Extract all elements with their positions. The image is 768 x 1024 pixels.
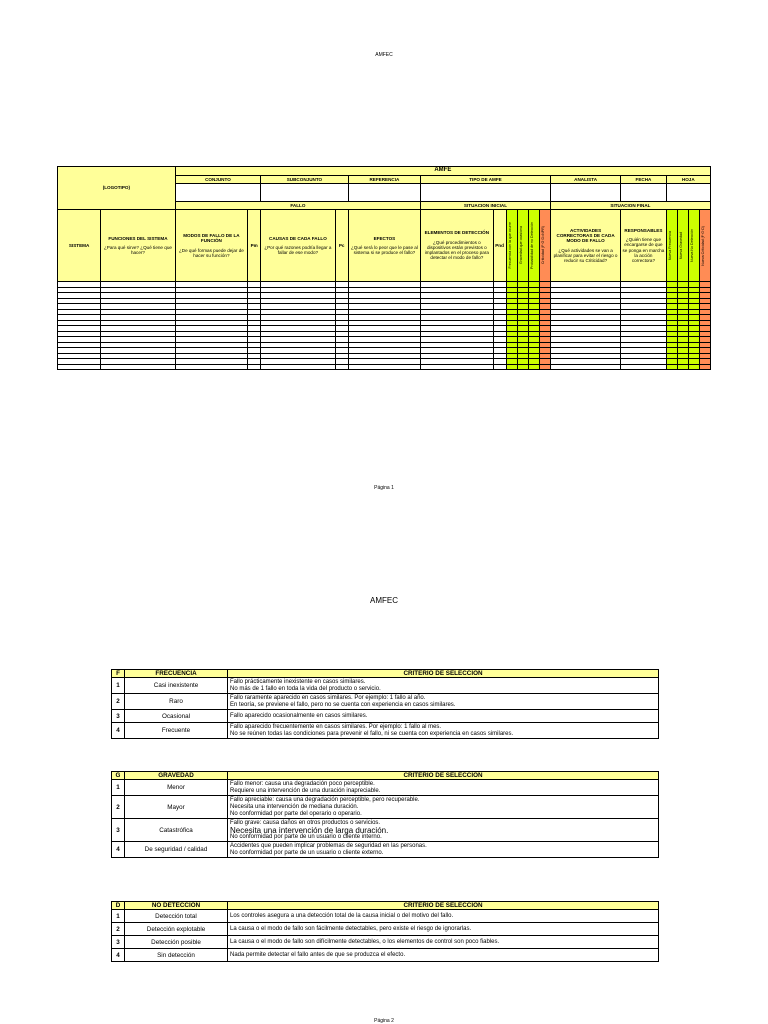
nueva-frecuencia-vcol	[666, 210, 677, 282]
nueva-deteccion-vlabel: Nueva No Detección	[689, 229, 694, 262]
entry-cell[interactable]	[335, 364, 348, 370]
modos-header	[175, 210, 247, 282]
entry-cell[interactable]	[248, 364, 261, 370]
deteccion-vlabel: Probabilidad de no Detección	[529, 222, 534, 269]
entry-cell[interactable]	[517, 364, 528, 370]
nueva-criticidad-vcol	[699, 210, 710, 282]
deteccion-level-name: Sin detección	[125, 949, 228, 962]
gravedad-criterio	[228, 780, 659, 796]
frecuencia-level-name: Raro	[125, 694, 228, 710]
situacion-final-header: SITUACION FINAL	[550, 202, 710, 210]
gravedad-criterio	[228, 842, 659, 858]
gravedad-vcol	[517, 210, 528, 282]
deteccion-row	[112, 923, 659, 936]
gravedad-criterio	[228, 796, 659, 819]
nueva-deteccion-vcol	[688, 210, 699, 282]
input-hoja[interactable]	[666, 184, 710, 202]
frecuencia-criterio	[228, 710, 659, 723]
entry-cell[interactable]	[699, 364, 710, 370]
gravedad-code: G	[112, 772, 125, 780]
entry-cell[interactable]	[261, 364, 335, 370]
deteccion-criterio	[228, 910, 659, 923]
frecuencia-row	[112, 710, 659, 723]
page1-header: AMFEC	[375, 52, 393, 58]
deteccion-code: D	[112, 902, 125, 910]
entry-cell[interactable]	[677, 364, 688, 370]
deteccion-level-name: Detección explotable	[125, 923, 228, 936]
entry-cell[interactable]	[348, 364, 420, 370]
actividades-title: ACTIVIDADES CORRECTORAS DE CADA MODO DE FALLO	[556, 227, 615, 244]
gravedad-level-name: Mayor	[125, 796, 228, 819]
sistema-header: SISTEMA	[58, 210, 101, 282]
entry-cell[interactable]	[421, 364, 493, 370]
deteccion-level: 2	[112, 923, 125, 936]
funciones-header	[101, 210, 175, 282]
input-tipo-amfe[interactable]	[421, 184, 551, 202]
deteccion-criterio	[228, 949, 659, 962]
input-conjunto[interactable]	[175, 184, 261, 202]
frecuencia-level: 3	[112, 710, 125, 723]
frecuencia-criterio	[228, 694, 659, 710]
gravedad-criterio-line: No conformidad por parte de un usuario o cliente interno.	[230, 833, 382, 840]
frecuencia-criterio	[228, 723, 659, 739]
entry-cell[interactable]	[101, 364, 175, 370]
gravedad-criterio	[228, 819, 659, 842]
gravedad-criterio-line: Fallo apreciable: causa una degradación perceptible, pero recuperable.	[230, 796, 420, 803]
gravedad-criterio-line: No conformidad por parte de un usuario o cliente externo.	[230, 849, 384, 856]
deteccion-table	[111, 901, 659, 962]
entry-cell[interactable]	[493, 364, 506, 370]
entry-cell[interactable]	[550, 364, 620, 370]
gravedad-level-name: Catastrófica	[125, 819, 228, 842]
criticidad-vcol	[539, 210, 550, 282]
elementos-header	[421, 210, 493, 282]
entry-cell[interactable]	[666, 364, 677, 370]
entry-cell[interactable]	[528, 364, 539, 370]
entry-cell[interactable]	[506, 364, 517, 370]
nueva-criticidad-vlabel: Nueva Criticidad (F·G·D)	[700, 225, 705, 266]
pm-header: Pm	[248, 210, 261, 282]
gravedad-criterio-line: Requiere una intervención de una duración inapreciable.	[230, 787, 381, 794]
gravedad-criterio-line: Necesita una intervención de larga duración.	[230, 825, 389, 835]
nueva-gravedad-vlabel: Nueva Gravedad	[678, 231, 683, 260]
frecuencia-criterio	[228, 678, 659, 694]
frecuencia-level-name: Frecuente	[125, 723, 228, 739]
frecuencia-level: 2	[112, 694, 125, 710]
deteccion-criterio-line: La causa o el modo de fallo son difícilmente detectables, o los elementos de control son poco fiables.	[230, 938, 500, 945]
funciones-title: FUNCIONES DEL SISTEMA	[108, 235, 168, 241]
frecuencia-row	[112, 694, 659, 710]
responsables-title: RESPONSABLES	[624, 227, 663, 233]
input-fecha[interactable]	[621, 184, 666, 202]
page2-header: AMFEC	[370, 596, 398, 605]
entry-cell[interactable]	[688, 364, 699, 370]
entry-cell[interactable]	[539, 364, 550, 370]
gravedad-level-name: Menor	[125, 780, 228, 796]
deteccion-level: 1	[112, 910, 125, 923]
nueva-gravedad-vcol	[677, 210, 688, 282]
entry-cell[interactable]	[58, 364, 101, 370]
deteccion-level: 4	[112, 949, 125, 962]
actividades-question: ¿Qué actividades se van a planificar para evitar el riesgo o reducir su Criticidad?	[553, 247, 618, 263]
col-referencia: REFERENCIA	[348, 176, 420, 184]
frecuencia-criterio-line: No más de 1 fallo en toda la vida del producto o servicio.	[230, 685, 381, 692]
deteccion-level-name: Detección total	[125, 910, 228, 923]
modos-title: MODOS DE FALLO DE LA FUNCIÓN	[183, 233, 240, 244]
gravedad-row	[112, 780, 659, 796]
frecuencia-level-name: Casi inexistente	[125, 678, 228, 694]
nueva-frecuencia-vlabel: Nueva Frecuencia	[667, 230, 672, 261]
deteccion-row	[112, 910, 659, 923]
frecuencia-criterio-header: CRITERIO DE SELECCIÓN	[228, 670, 659, 678]
logo-placeholder: (LOGOTIPO)	[102, 185, 130, 191]
deteccion-level: 3	[112, 936, 125, 949]
frecuencia-criterio-line: Fallo aparecido frecuentemente en casos similares. Por ejemplo: 1 fallo al mes.	[230, 723, 442, 730]
input-subconjunto[interactable]	[261, 184, 349, 202]
gravedad-criterio-header: CRITERIO DE SELECCIÓN	[228, 772, 659, 780]
criticidad-vlabel: Criticidad (F·G·D=NPR)	[540, 226, 545, 265]
elementos-question: ¿Qué procedimientos o dispositivos están previstos o implantados en el proceso para detectar el modo de fallo?	[424, 239, 489, 261]
frecuencia-row	[112, 678, 659, 694]
modos-question: ¿De qué formas puede dejar de hacer su función?	[178, 247, 244, 258]
deteccion-criterio	[228, 923, 659, 936]
col-analista: ANALISTA	[550, 176, 620, 184]
entry-cell[interactable]	[621, 364, 666, 370]
deteccion-row	[112, 949, 659, 962]
frecuencia-vcol	[506, 210, 517, 282]
frecuencia-criterio-line: Fallo aparecido ocasionalmente en casos similares.	[230, 712, 368, 719]
frecuencia-code: F	[112, 670, 125, 678]
causas-title: CAUSAS DE CADA FALLO	[269, 235, 327, 241]
gravedad-level-name: De seguridad / calidad	[125, 842, 228, 858]
deteccion-criterio-header: CRITERIO DE SELECCIÓN	[228, 902, 659, 910]
frecuencia-vlabel: Frecuencia con la que ocurre	[507, 222, 512, 269]
deteccion-vcol	[528, 210, 539, 282]
col-conjunto: CONJUNTO	[175, 176, 261, 184]
gravedad-table	[111, 771, 659, 858]
gravedad-criterio-line: Fallo grave: causa daños en otros productos o servicios.	[230, 819, 381, 826]
efectos-title: EFECTOS	[373, 235, 396, 241]
actividades-header	[550, 210, 620, 282]
frecuencia-table	[111, 669, 659, 739]
frecuencia-name-header: FRECUENCIA	[125, 670, 228, 678]
responsables-question: ¿Quién tiene que encargarse de que se ponga en marcha la acción correctora?	[622, 237, 665, 263]
input-referencia[interactable]	[348, 184, 420, 202]
frecuencia-criterio-line: Fallo prácticamente inexistente en casos similares.	[230, 678, 366, 685]
frecuencia-row	[112, 723, 659, 739]
entry-cell[interactable]	[175, 364, 247, 370]
gravedad-level: 1	[112, 780, 125, 796]
deteccion-criterio-line: Los controles asegura a una detección total de la causa inicial o del motivo del fallo.	[230, 912, 454, 919]
gravedad-vlabel: Gravedad que ocasiona	[518, 226, 523, 265]
deteccion-row	[112, 936, 659, 949]
gravedad-row	[112, 842, 659, 858]
situacion-inicial-header: SITUACION INICIAL	[421, 202, 551, 210]
col-fecha: FECHA	[621, 176, 666, 184]
deteccion-level-name: Detección posible	[125, 936, 228, 949]
input-analista[interactable]	[550, 184, 620, 202]
deteccion-rows	[112, 910, 659, 962]
elementos-title: ELEMENTOS DE DETECCIÓN	[424, 230, 490, 236]
page1-footer: Página 1	[374, 485, 394, 491]
gravedad-name-header: GRAVEDAD	[125, 772, 228, 780]
gravedad-level: 3	[112, 819, 125, 842]
gravedad-level: 4	[112, 842, 125, 858]
pc-header: Pc	[335, 210, 348, 282]
frecuencia-level-name: Ocasional	[125, 710, 228, 723]
gravedad-rows	[112, 780, 659, 858]
frecuencia-level: 1	[112, 678, 125, 694]
efectos-question: ¿Qué será lo peor que le pase al sistema si se produce el fallo?	[350, 244, 418, 256]
gravedad-level: 2	[112, 796, 125, 819]
gravedad-criterio-line: Necesita una intervención de mediana duración.	[230, 803, 359, 810]
data-rows	[58, 282, 711, 370]
logo-cell[interactable]	[58, 167, 176, 210]
amfe-sheet	[57, 166, 711, 370]
causas-header	[261, 210, 335, 282]
gravedad-criterio-line: No conformidad por parte del operario o operario.	[230, 810, 362, 817]
frecuencia-criterio-line: No se reúnen todas las condiciones para prevenir el fallo, ni se cuenta con experiencia en casos similares.	[230, 730, 514, 737]
frecuencia-level: 4	[112, 723, 125, 739]
deteccion-criterio-line: La causa o el modo de fallo son fácilmente detectables, pero existe el riesgo de ignorarlas.	[230, 925, 472, 932]
frecuencia-criterio-line: En teoría, se previene el fallo, pero no se cuenta con experiencia en casos similares.	[230, 701, 456, 708]
frecuencia-criterio-line: Fallo raramente aparecido en casos similares. Por ejemplo: 1 fallo al año.	[230, 694, 426, 701]
col-subconjunto: SUBCONJUNTO	[261, 176, 349, 184]
deteccion-name-header: NO DETECCION	[125, 902, 228, 910]
col-tipo-amfe: TIPO DE AMFE	[421, 176, 551, 184]
deteccion-criterio	[228, 936, 659, 949]
gravedad-criterio-line: Accidentes que pueden implicar problemas de seguridad en las personas.	[230, 842, 427, 849]
causas-question: ¿Por qué razones podría llegar a fallar de ese modo?	[264, 244, 332, 256]
funciones-question: ¿Para qué sirve? ¿Qué tiene que hacer?	[104, 244, 172, 256]
gravedad-row	[112, 819, 659, 842]
gravedad-row	[112, 796, 659, 819]
responsables-header	[621, 210, 666, 282]
sheet-title: AMFE	[175, 167, 710, 176]
entry-row	[58, 364, 711, 370]
fallo-header: FALLO	[175, 202, 420, 210]
gravedad-criterio-line: Fallo menor: causa una degradación poco perceptible.	[230, 780, 375, 787]
pnd-header: Pnd	[493, 210, 506, 282]
efectos-header	[348, 210, 420, 282]
deteccion-criterio-line: Nada permite detectar el fallo antes de que se produzca el efecto.	[230, 951, 406, 958]
page2-footer: Página 2	[374, 1018, 394, 1024]
col-hoja: HOJA	[666, 176, 710, 184]
frecuencia-rows	[112, 678, 659, 739]
